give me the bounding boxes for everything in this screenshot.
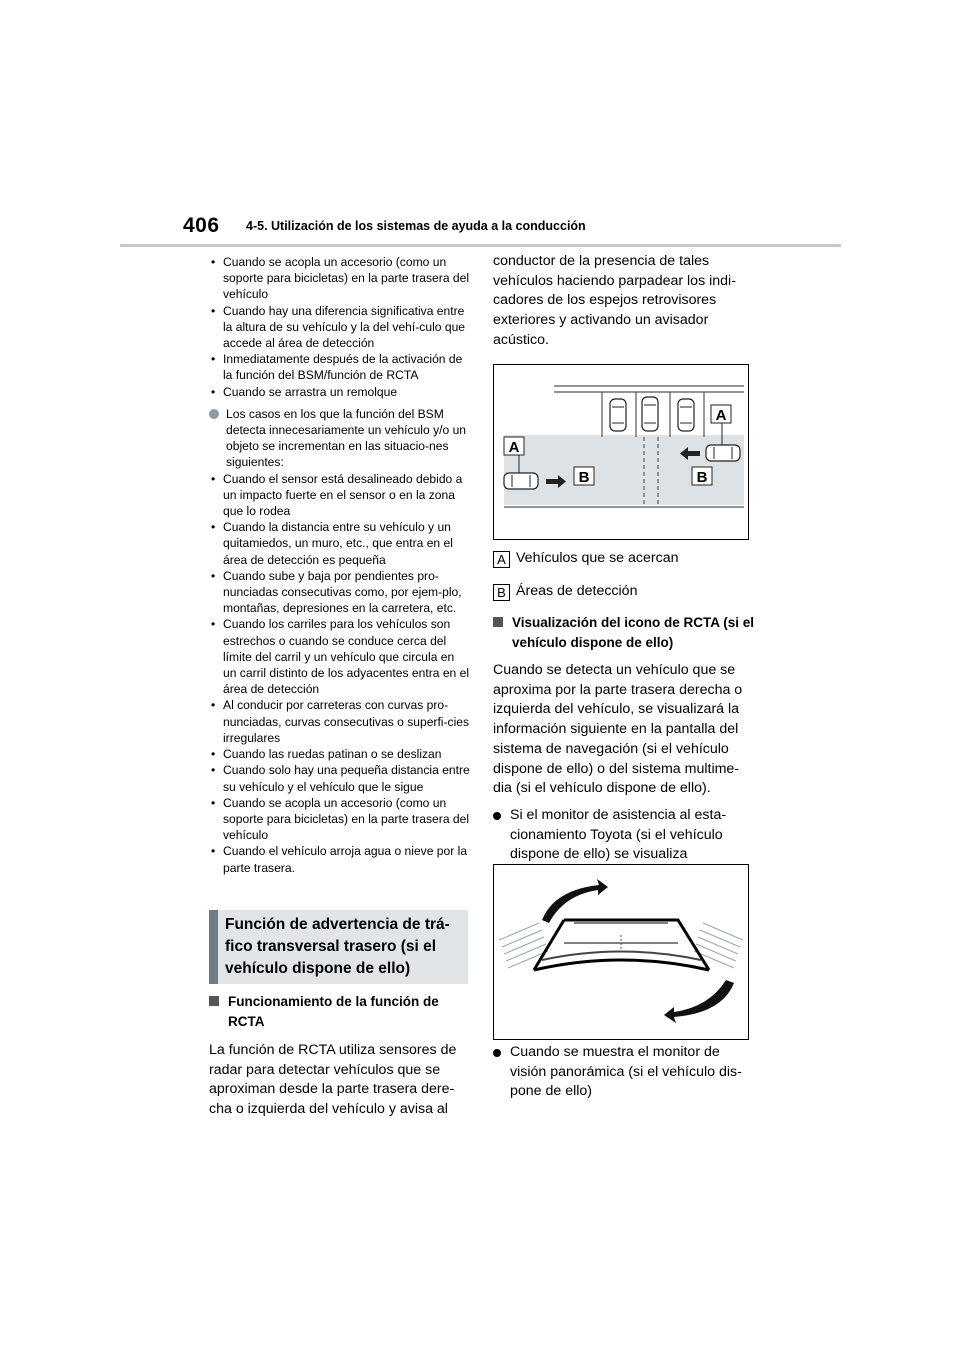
list-item: Cuando se muestra el monitor de visión panorámica (si el vehículo dis-pone de ello): [493, 1043, 755, 1102]
page-number: 406: [183, 214, 220, 237]
detection-area-diagram: [494, 365, 748, 539]
paragraph: Cuando se detecta un vehículo que se aproxima por la parte trasera derecha o izquierda del vehículo, se visualizará la información siguiente en la pantalla del sistema de navegación (si el vehículo dispone de ello) o del sistema multime-dia (si el vehículo dispone de ello).: [493, 662, 743, 797]
list-item: • Cuando se arrastra un remolque: [209, 384, 471, 400]
legend-item-b: [493, 583, 637, 601]
list-item: • Inmediatamente después de la activación de la función del BSM/función de RCTA: [209, 351, 471, 383]
square-bullet-icon: [209, 996, 219, 1006]
list-item: • Cuando solo hay una pequeña distancia entre su vehículo y el vehículo que le sigue: [209, 762, 471, 794]
left-lower-block: [209, 992, 471, 1120]
list-item: • Cuando hay una diferencia significativa entre la altura de su vehículo y la del vehí-culo que accede al área de detección: [209, 303, 471, 352]
legend-key: B: [493, 584, 510, 601]
label-b-right: B: [696, 469, 708, 486]
label-a-right: A: [715, 407, 727, 424]
square-bullet-icon: [493, 617, 503, 627]
paragraph-continued: conductor de la presencia de tales vehículos haciendo parpadear los indi-cadores de los espejos retrovisores exteriores y activando un avisador acústico.: [493, 253, 736, 348]
list-item: • Al conducir por carreteras con curvas pro-nunciadas, curvas consecutivas o superfi-cies irregulares: [209, 697, 471, 746]
left-column: [209, 254, 471, 876]
bullet-dot-icon: [493, 1049, 501, 1057]
info-item-text: Los casos en los que la función del BSM detecta innecesariamente un vehículo y/o un objeto se incrementan en las situacio-nes siguientes:: [226, 406, 467, 470]
header-divider: [120, 244, 841, 247]
list-item: • Cuando sube y baja por pendientes pro-nunciadas consecutivas como, por ejem-plo, montañas, depresiones en la carretera, etc.: [209, 568, 471, 617]
detection-area-figure: [493, 364, 749, 540]
list-item: • Cuando el vehículo arroja agua o nieve por la parte trasera.: [209, 843, 471, 875]
list-item: • Cuando el sensor está desalineado debido a un impacto fuerte en el sensor o en la zona que lo rodea: [209, 471, 471, 520]
legend-text: Vehículos que se acercan: [516, 550, 679, 566]
rcta-icon-figure: [493, 864, 749, 1040]
paragraph: La función de RCTA utiliza sensores de radar para detectar vehículos que se aproximan desde la parte trasera dere-cha o izquierda del vehículo y avisa al: [209, 1042, 457, 1118]
subheading: Visualización del icono de RCTA (si el vehículo dispone de ello): [493, 613, 755, 653]
left-arrow-icon: [542, 879, 608, 923]
circle-bullet-icon: [209, 409, 219, 419]
list-item: • Cuando las ruedas patinan o se deslizan: [209, 746, 471, 762]
subheading: Funcionamiento de la función de RCTA: [209, 992, 471, 1032]
label-b-left: B: [578, 469, 590, 486]
list-item: • Cuando se acopla un accesorio (como un soporte para bicicletas) en la parte trasera del vehículo: [209, 795, 471, 844]
bullet-dot-icon: [493, 812, 501, 820]
list-item: • Cuando se acopla un accesorio (como un soporte para bicicletas) en la parte trasera del vehículo: [209, 254, 471, 303]
list-item: Si el monitor de asistencia al esta-cionamiento Toyota (si el vehículo dispone de ello) se visualiza: [493, 806, 755, 865]
section-heading: Función de advertencia de trá-fico transversal trasero (si el vehículo dispone de ello): [209, 910, 468, 984]
label-a-left: A: [508, 439, 520, 456]
section-title: 4-5. Utilización de los sistemas de ayuda a la conducción: [246, 219, 586, 233]
rcta-camera-view: [494, 865, 748, 1039]
list-item: • Cuando los carriles para los vehículos son estrechos o cuando se conduce cerca del límite del carril y un vehículo que circula en un carril distinto de los adyacentes entra en el área de detección: [209, 616, 471, 697]
info-item: [209, 406, 471, 471]
legend-item-a: [493, 550, 678, 568]
right-middle-block: [493, 613, 755, 865]
list-item: • Cuando la distancia entre su vehículo y un quitamiedos, un muro, etc., que entra en el área de detección es pequeña: [209, 519, 471, 568]
legend-key: A: [493, 551, 510, 568]
right-arrow-icon: [664, 980, 734, 1023]
right-lower-block: [493, 1043, 755, 1102]
legend-text: Áreas de detección: [516, 583, 638, 599]
